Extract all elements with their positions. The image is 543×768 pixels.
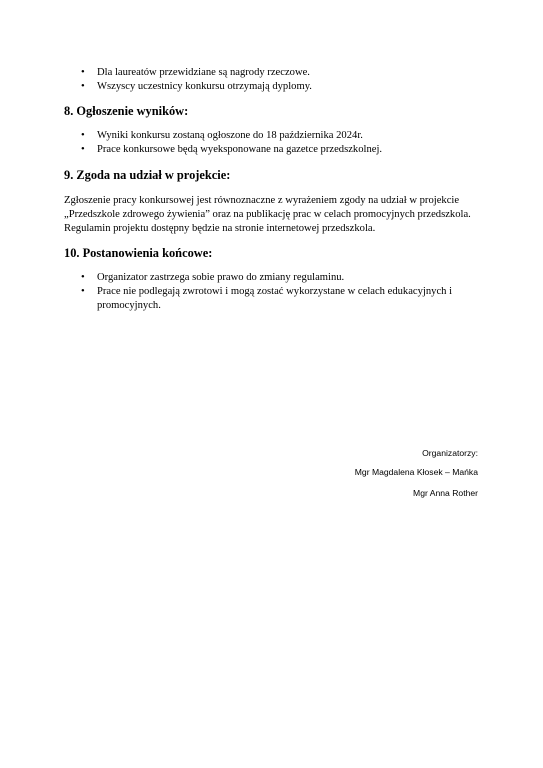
list-item (64, 271, 484, 285)
list-item (64, 80, 484, 94)
bullet-icon: • (81, 144, 85, 155)
list-item-text: Wyniki konkursu zostaną ogłoszone do 18 października 2024r. (97, 130, 363, 141)
signature-name: Mgr Anna Rother (413, 488, 478, 498)
list-item-text: Prace nie podlegają zwrotowi i mogą zostać wykorzystane w celach edukacyjnych i promocyjnych. (97, 286, 453, 311)
results-list (64, 129, 484, 157)
bullet-icon: • (81, 286, 85, 297)
list-item (64, 129, 484, 143)
bullet-icon: • (81, 130, 85, 141)
bullet-icon: • (81, 272, 85, 283)
signature-label: Organizatorzy: (422, 448, 478, 458)
section-heading-results: 8. Ogłoszenie wyników: (64, 104, 189, 118)
final-provisions-list (64, 271, 484, 313)
bullet-icon: • (81, 67, 85, 78)
list-item (64, 285, 484, 313)
consent-paragraph: Zgłoszenie pracy konkursowej jest równoznaczne z wyrażeniem zgody na udział w projekcie „Przedszkole zdrowego żywienia” oraz na publikację prac w celach promocyjnych przedszkola. Regulamin projektu dostępny będzie na stronie internetowej przedszkola. (64, 195, 471, 234)
awards-list (64, 66, 484, 94)
list-item-text: Wszyscy uczestnicy konkursu otrzymają dyplomy. (97, 81, 312, 92)
list-item-text: Prace konkursowe będą wyeksponowane na gazetce przedszkolnej. (97, 144, 383, 155)
signature-name: Mgr Magdalena Kłosek – Mańka (354, 467, 478, 477)
section-heading-final-provisions: 10. Postanowienia końcowe: (64, 246, 213, 260)
bullet-icon: • (81, 81, 85, 92)
list-item (64, 66, 484, 80)
list-item (64, 143, 484, 157)
list-item-text: Dla laureatów przewidziane są nagrody rzeczowe. (97, 67, 310, 78)
section-heading-consent: 9. Zgoda na udział w projekcie: (64, 168, 231, 182)
list-item-text: Organizator zastrzega sobie prawo do zmiany regulaminu. (97, 272, 345, 283)
